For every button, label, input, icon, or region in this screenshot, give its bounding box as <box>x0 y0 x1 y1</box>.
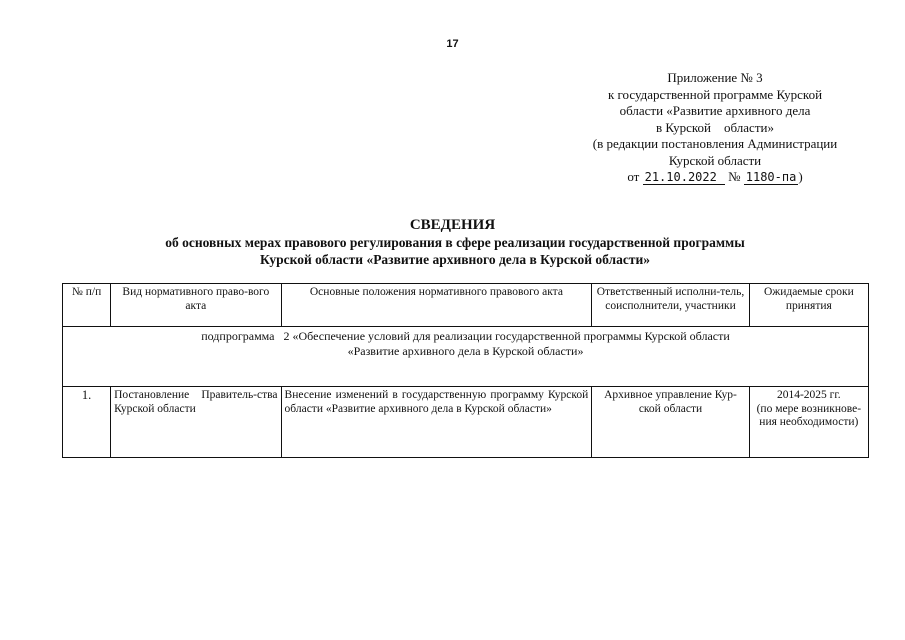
row-term-note: (по мере возникнове-ния необходимости) <box>756 402 862 428</box>
appendix-line-6: Курской области <box>668 152 762 168</box>
header-number: № п/п <box>63 284 111 327</box>
document-subtitle <box>60 235 850 268</box>
appendix-line-4: в Курской области» <box>656 119 774 135</box>
date-prefix: от <box>627 169 640 184</box>
decree-number: 1180-па <box>745 170 797 184</box>
subprogram-row <box>63 327 869 387</box>
close-paren: ) <box>798 169 803 184</box>
subtitle-line-2: Курской области «Развитие архивного дела в Курской области» <box>259 251 651 267</box>
appendix-block <box>560 70 870 186</box>
measures-table <box>62 283 869 458</box>
header-term: Ожидаемые сроки принятия <box>749 284 868 327</box>
row-responsible: Архивное управление Кур-ской области <box>592 387 749 458</box>
appendix-line-3: области «Развитие архивного дела <box>619 103 811 118</box>
decree-date-line <box>560 169 870 186</box>
table-header-row <box>63 284 869 327</box>
row-number: 1. <box>63 387 111 458</box>
subprogram-line-2: «Развитие архивного дела в Курской области» <box>347 344 584 358</box>
row-term-years: 2014-2025 гг. <box>776 389 841 401</box>
header-provisions: Основные положения нормативного правового акта <box>281 284 592 327</box>
table-row <box>63 387 869 458</box>
document-title: СВЕДЕНИЯ <box>409 217 496 233</box>
page-number: 17 <box>446 38 459 50</box>
subprogram-line-1: подпрограмма 2 «Обеспечение условий для реализации государственной программы Курской области <box>201 329 730 343</box>
appendix-line-5: (в редакции постановления Администрации <box>592 136 838 151</box>
decree-date: 21.10.2022 <box>643 170 725 185</box>
row-act-type: Постановление Правитель-ства Курской области <box>111 387 281 458</box>
number-prefix: № <box>728 169 741 184</box>
row-term <box>749 387 868 458</box>
header-act-type: Вид нормативного право-вого акта <box>111 284 281 327</box>
subprogram-title <box>63 327 869 387</box>
appendix-line-1: Приложение № 3 <box>667 70 763 85</box>
subtitle-line-1: об основных мерах правового регулирования в сфере реализации государственной программы <box>165 235 745 250</box>
header-responsible: Ответственный исполни-тель, соисполнители, участники <box>592 284 749 327</box>
row-provisions: Внесение изменений в государственную программу Курской области «Развитие архивного дела в Курской области» <box>281 387 592 458</box>
appendix-line-2: к государственной программе Курской <box>607 86 823 102</box>
